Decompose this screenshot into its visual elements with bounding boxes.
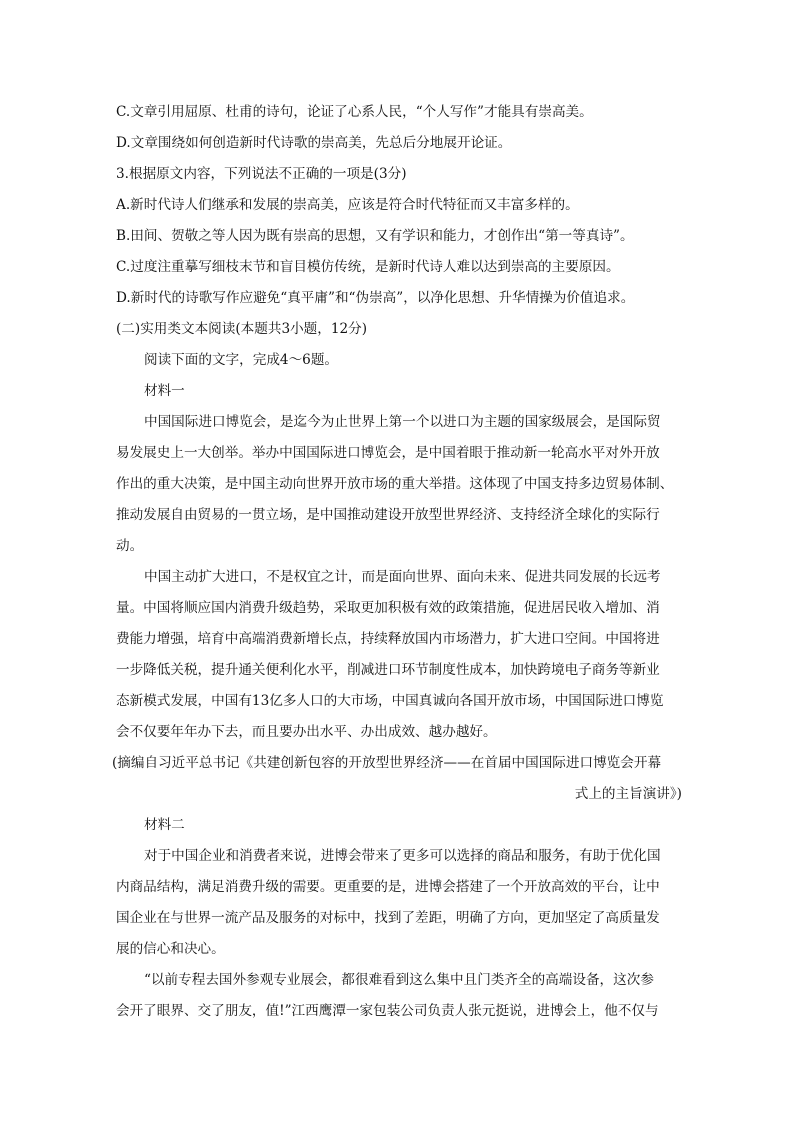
material-2-label: 材料二	[144, 817, 185, 833]
paragraph-line: 展的信心和决心。	[116, 941, 225, 957]
source-citation-end: 式上的主旨演讲》)	[574, 786, 682, 802]
section-heading: (二)实用类文本阅读(本题共3小题，12分)	[116, 321, 368, 337]
paragraph-line: 中国主动扩大进口，不是权宜之计，而是面向世界、面向未来、促进共同发展的长远考	[144, 569, 661, 585]
option-3d: D.新时代的诗歌写作应避免“真平庸”和“伪崇高”，以净化思想、升华情操为价值追求。	[116, 290, 635, 306]
paragraph-line: 中国国际进口博览会，是迄今为止世界上第一个以进口为主题的国家级展会，是国际贸	[144, 414, 661, 430]
paragraph-line: 内商品结构，满足消费升级的需要。更重要的是，进博会搭建了一个开放高效的平台，让中	[116, 879, 660, 895]
option-2d: D.文章围绕如何创造新时代诗歌的崇高美，先总后分地展开论证。	[116, 135, 512, 151]
paragraph-line: 量。中国将顺应国内消费升级趋势，采取更加积极有效的政策措施，促进居民收入增加、消	[116, 600, 660, 616]
option-2c: C.文章引用屈原、杜甫的诗句，论证了心系人民，“个人写作”才能具有崇高美。	[116, 104, 593, 120]
paragraph-line: 对于中国企业和消费者来说，进博会带来了更多可以选择的商品和服务，有助于优化国	[144, 848, 661, 864]
paragraph-line: 易发展史上一大创举。举办中国国际进口博览会，是中国着眼于推动新一轮高水平对外开放	[116, 445, 660, 461]
paragraph-line: 国企业在与世界一流产品及服务的对标中，找到了差距，明确了方向，更加坚定了高质量发	[116, 910, 660, 926]
option-3c: C.过度注重摹写细枝末节和盲目模仿传统，是新时代诗人难以达到崇高的主要原因。	[116, 259, 620, 275]
paragraph-line: 一步降低关税，提升通关便利化水平，削减进口环节制度性成本，加快跨境电子商务等新业	[116, 662, 660, 678]
paragraph-line: 作出的重大决策，是中国主动向世界开放市场的重大举措。这体现了中国支持多边贸易体制、	[116, 476, 674, 492]
question-3-stem: 3.根据原文内容，下列说法不正确的一项是(3分)	[116, 166, 407, 182]
option-3b: B.田间、贺敬之等人因为既有崇高的思想，又有学识和能力，才创作出“第一等真诗”。	[116, 228, 634, 244]
source-citation: (摘编自习近平总书记《共建创新包容的开放型世界经济——在首届中国国际进口博览会开幕	[112, 755, 662, 771]
paragraph-line: 会开了眼界、交了朋友，值!”江西鹰潭一家包装公司负责人张元挺说，进博会上，他不仅与	[116, 1003, 659, 1019]
paragraph-line: 推动发展自由贸易的一贯立场，是中国推动建设开放型世界经济、支持经济全球化的实际行	[116, 507, 660, 523]
paragraph-line: 动。	[116, 538, 144, 554]
paragraph-line: 会不仅要年年办下去，而且要办出水平、办出成效、越办越好。	[116, 724, 497, 740]
section-instruction: 阅读下面的文字，完成4～6题。	[144, 352, 339, 368]
paragraph-line: 态新模式发展，中国有13亿多人口的大市场，中国真诚向各国开放市场，中国国际进口博览	[116, 693, 664, 709]
paragraph-line: 费能力增强，培育中高端消费新增长点，持续释放国内市场潜力，扩大进口空间。中国将进	[116, 631, 660, 647]
option-3a: A.新时代诗人们继承和发展的崇高美，应该是符合时代特征而又丰富多样的。	[116, 197, 579, 213]
paragraph-line: “以前专程去国外参观专业展会，都很难看到这么集中且门类齐全的高端设备，这次参	[144, 972, 654, 988]
material-1-label: 材料一	[144, 383, 185, 399]
